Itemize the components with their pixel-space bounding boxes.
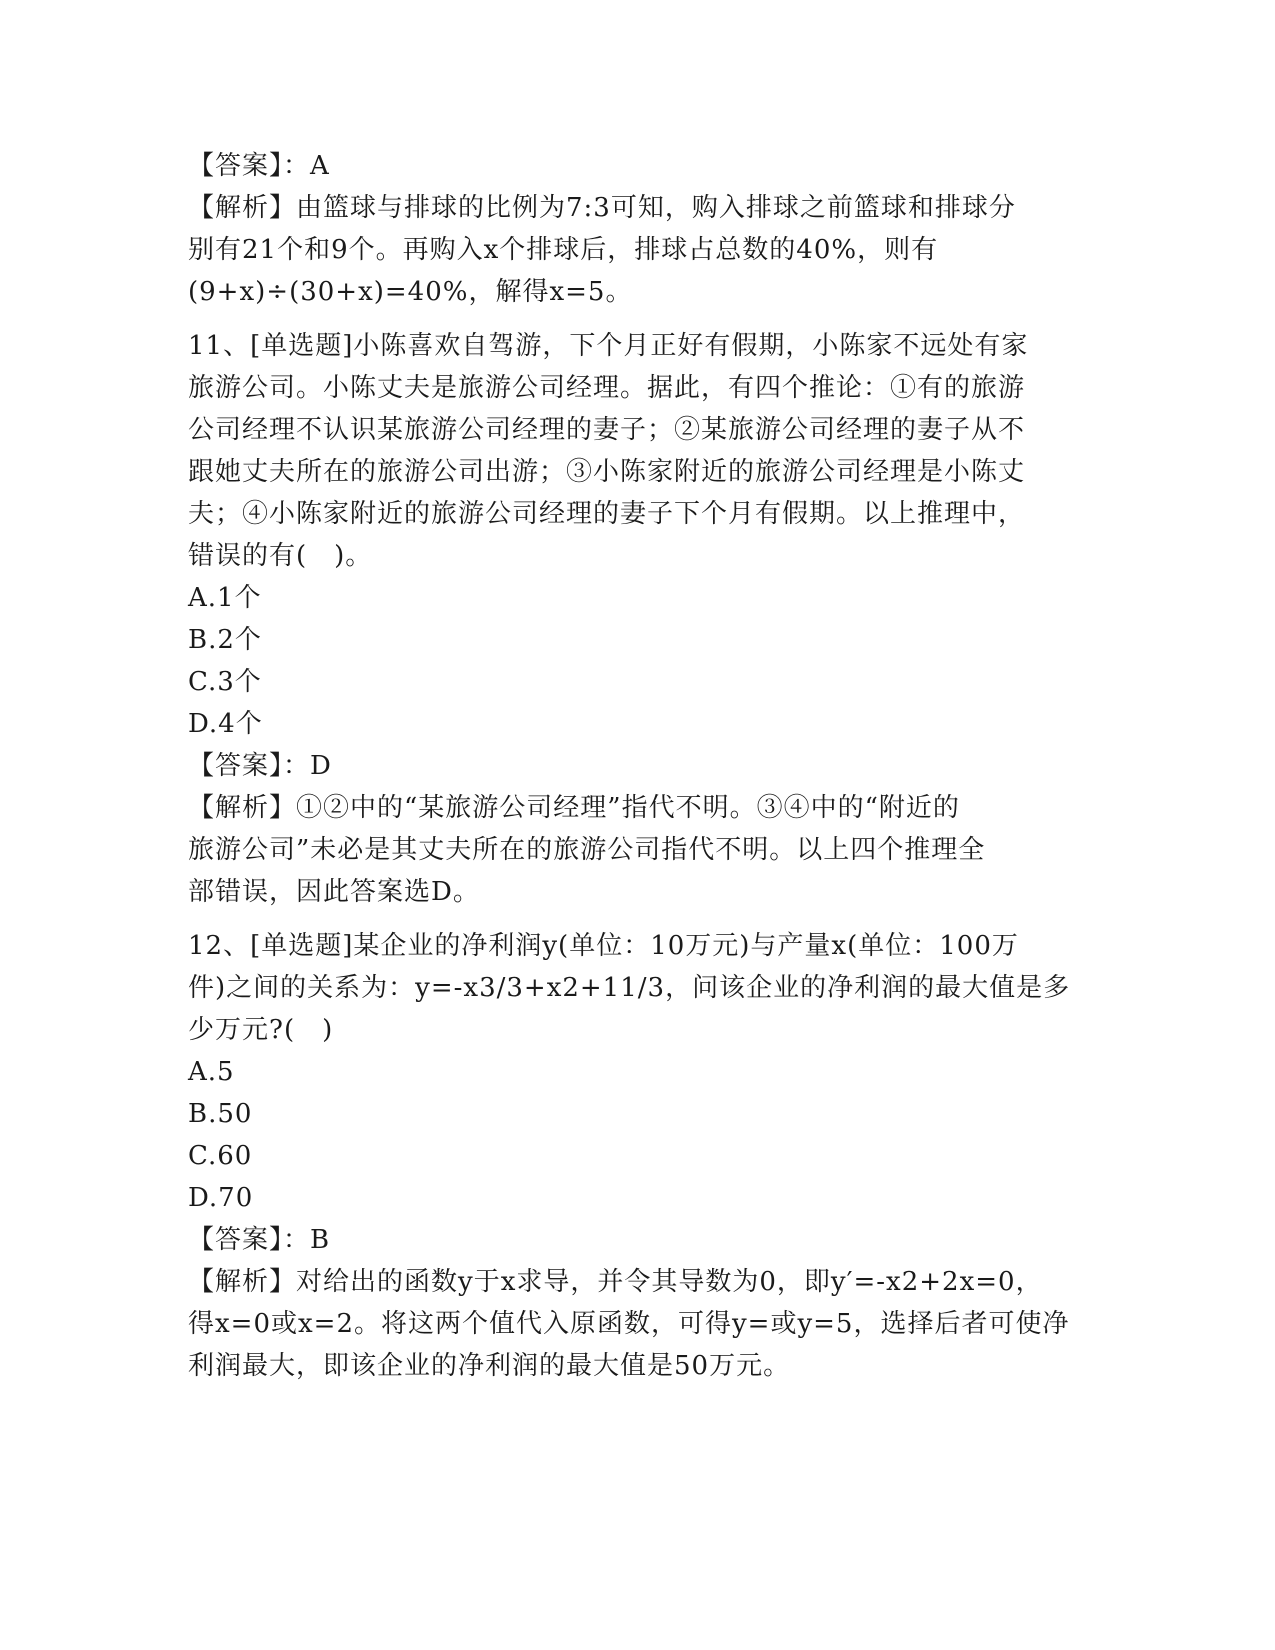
analysis-line: 【解析】对给出的函数y于x求导，并令其导数为0，即y′=-x2+2x=0，: [188, 1267, 1043, 1297]
analysis-line: 部错误，因此答案选D。: [188, 877, 480, 907]
analysis-line: 【解析】由篮球与排球的比例为7:3可知，购入排球之前篮球和排球分: [188, 193, 1016, 223]
spacer: [188, 913, 1088, 925]
question-stem-line: 公司经理不认识某旅游公司经理的妻子；②某旅游公司经理的妻子从不: [188, 415, 1026, 445]
question-stem-line: 少万元?( ): [188, 1015, 334, 1045]
option-c: C.3个: [188, 667, 262, 697]
question-stem-line: 夫；④小陈家附近的旅游公司经理的妻子下个月有假期。以上推理中，: [188, 499, 1026, 529]
option-b: B.2个: [188, 625, 262, 655]
question-stem-line: 跟她丈夫所在的旅游公司出游；③小陈家附近的旅游公司经理是小陈丈: [188, 457, 1026, 487]
question-10-tail: [188, 145, 1088, 313]
answer-line: 【答案】：B: [188, 1225, 331, 1255]
analysis-line: 旅游公司”未必是其丈夫所在的旅游公司指代不明。以上四个推理全: [188, 835, 986, 865]
option-a: A.5: [188, 1057, 235, 1087]
analysis-line: 别有21个和9个。再购入x个排球后，排球占总数的40%，则有: [188, 235, 939, 265]
question-stem-line: 件)之间的关系为：y=-x3/3+x2+11/3，问该企业的净利润的最大值是多: [188, 973, 1071, 1003]
analysis-line: 【解析】①②中的“某旅游公司经理”指代不明。③④中的“附近的: [188, 793, 960, 823]
document-page: [188, 145, 1088, 1387]
analysis-line: 得x=0或x=2。将这两个值代入原函数，可得y=或y=5，选择后者可使净: [188, 1309, 1070, 1339]
question-stem-line: 12、[单选题]某企业的净利润y(单位：10万元)与产量x(单位：100万: [188, 931, 1019, 961]
option-d: D.4个: [188, 709, 263, 739]
analysis-line: 利润最大，即该企业的净利润的最大值是50万元。: [188, 1351, 791, 1381]
question-11: [188, 325, 1088, 913]
option-a: A.1个: [188, 583, 262, 613]
option-b: B.50: [188, 1099, 253, 1129]
answer-line: 【答案】：A: [188, 151, 330, 181]
question-12: [188, 925, 1088, 1387]
question-stem-line: 旅游公司。小陈丈夫是旅游公司经理。据此，有四个推论：①有的旅游: [188, 373, 1026, 403]
option-d: D.70: [188, 1183, 254, 1213]
answer-line: 【答案】：D: [188, 751, 332, 781]
analysis-line: (9+x)÷(30+x)=40%，解得x=5。: [188, 277, 633, 307]
question-stem-line: 11、[单选题]小陈喜欢自驾游，下个月正好有假期，小陈家不远处有家: [188, 331, 1029, 361]
option-c: C.60: [188, 1141, 253, 1171]
question-stem-line: 错误的有( )。: [188, 541, 373, 571]
spacer: [188, 313, 1088, 325]
